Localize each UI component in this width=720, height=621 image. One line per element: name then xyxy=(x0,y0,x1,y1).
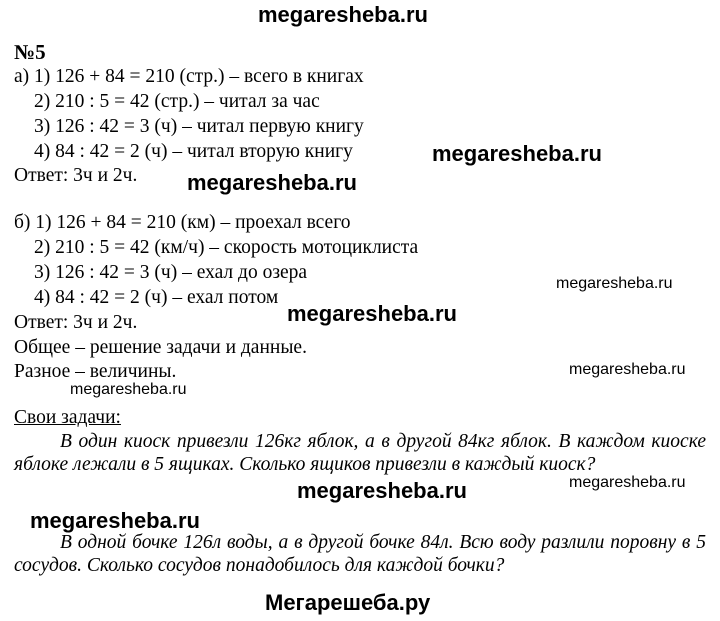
watermark: megaresheba.ru xyxy=(187,170,357,195)
part-a-line-3: 3) 126 : 42 = 3 (ч) – читал первую книгу xyxy=(34,116,364,137)
header-watermark: megaresheba.ru xyxy=(258,2,428,27)
part-b-answer: Ответ: 3ч и 2ч. xyxy=(14,312,138,333)
task-number: №5 xyxy=(14,40,46,64)
part-b-common: Общее – решение задачи и данные. xyxy=(14,337,307,358)
watermark: megaresheba.ru xyxy=(30,508,200,533)
part-b-line-4: 4) 84 : 42 = 2 (ч) – ехал потом xyxy=(34,287,279,308)
watermark: megaresheba.ru xyxy=(556,275,673,292)
footer-watermark: Мегарешеба.ру xyxy=(265,590,431,615)
own-task-2: В одной бочке 126л воды, а в другой бочке 84л. Всю воду разлили поровну в 5 сосудов. Сколько сосудов понадобилось для каждой бочки? xyxy=(14,532,706,576)
watermark: megaresheba.ru xyxy=(569,474,686,491)
watermark: megaresheba.ru xyxy=(287,301,457,326)
own-task-1: В один киоск привезли 126кг яблок, а в другой 84кг яблок. В каждом киоске яблоке лежали в 5 ящиках. Сколько ящиков привезли в каждый киоск? xyxy=(14,431,706,475)
watermark: megaresheba.ru xyxy=(432,141,602,166)
part-a-line-4: 4) 84 : 42 = 2 (ч) – читал вторую книгу xyxy=(34,141,353,162)
part-b-line-1: б) 1) 126 + 84 = 210 (км) – проехал всего xyxy=(14,212,351,233)
part-b-line-3: 3) 126 : 42 = 3 (ч) – ехал до озера xyxy=(34,262,308,283)
part-a-answer: Ответ: 3ч и 2ч. xyxy=(14,165,138,186)
watermark: megaresheba.ru xyxy=(569,361,686,378)
part-b-different: Разное – величины. xyxy=(14,361,177,382)
watermark: megaresheba.ru xyxy=(70,381,187,398)
part-a-line-1: а) 1) 126 + 84 = 210 (стр.) – всего в книгах xyxy=(14,66,364,87)
own-tasks-heading: Свои задачи: xyxy=(14,407,121,428)
part-a-line-2: 2) 210 : 5 = 42 (стр.) – читал за час xyxy=(34,91,320,112)
part-b-line-2: 2) 210 : 5 = 42 (км/ч) – скорость мотоциклиста xyxy=(34,237,419,258)
watermark: megaresheba.ru xyxy=(297,478,467,503)
